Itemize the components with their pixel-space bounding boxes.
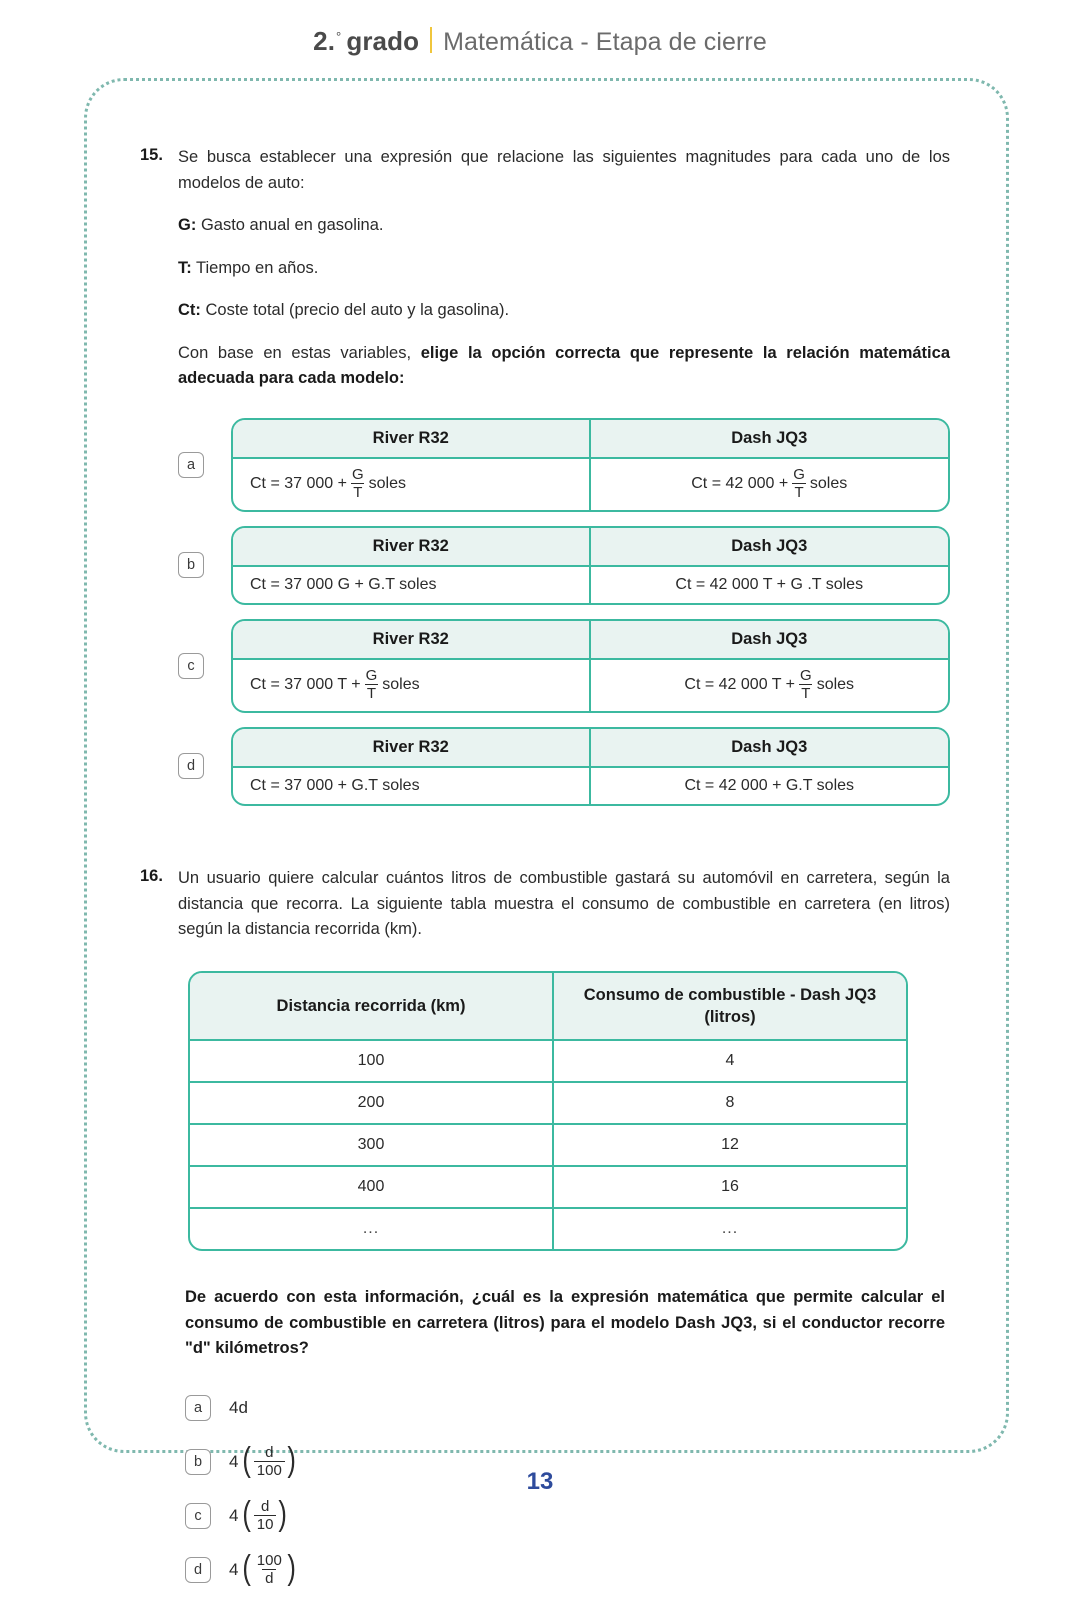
col-header-dash: Dash JQ3	[731, 536, 808, 555]
col-header-distance: Distancia recorrida (km)	[190, 973, 554, 1040]
fraction-denominator: d	[262, 1569, 276, 1586]
question-15-def-T	[178, 256, 950, 282]
expr-suffix: soles	[816, 676, 855, 694]
cell-consumption: 16	[721, 1178, 739, 1196]
option-letter-b[interactable]: b	[178, 552, 204, 578]
cell-river-a	[233, 459, 591, 510]
header-title	[313, 24, 767, 57]
option-row-a[interactable]	[178, 418, 950, 512]
expr-prefix: Ct = 37 000 T +	[250, 676, 361, 694]
col-header-consumption-line1: Consumo de combustible - Dash JQ3	[583, 985, 877, 1004]
option-letter-a[interactable]: a	[178, 452, 204, 478]
cell-consumption: 4	[725, 1052, 735, 1070]
header-subject: Matemática - Etapa de cierre	[443, 28, 767, 56]
option-row-d[interactable]	[178, 727, 950, 806]
col-header-consumption-line2: (litros)	[704, 1007, 756, 1026]
cell-distance: 400	[190, 1167, 554, 1207]
fraction-numerator: G	[351, 465, 364, 483]
def-term-g: G:	[178, 216, 197, 235]
cell-river-b: Ct = 37 000 G + G.T soles	[233, 567, 591, 603]
option-expression-c	[229, 1495, 289, 1534]
table-row	[190, 1165, 906, 1207]
option-letter-b[interactable]: b	[185, 1449, 211, 1475]
table-header-row	[233, 420, 948, 459]
question-15-options	[178, 418, 950, 806]
cell-river-d: Ct = 37 000 + G.T soles	[233, 768, 591, 804]
fraction-numerator: d	[260, 1498, 270, 1516]
question-15-prompt	[178, 341, 950, 392]
question-16-intro: Un usuario quiere calcular cuántos litros de combustible gastará su automóvil en carretera, según la distancia que recorra. La siguiente tabla muestra el consumo de combustible en carretera (en litros) según la distancia recorrida (km).	[178, 868, 950, 939]
cell-consumption-ellipsis: ...	[721, 1220, 739, 1238]
cell-dash-d: Ct = 42 000 + G.T soles	[684, 776, 855, 794]
col-header-dash: Dash JQ3	[731, 737, 808, 756]
table-header-row	[233, 621, 948, 660]
left-paren: (	[242, 1549, 252, 1588]
option-row-d[interactable]	[185, 1550, 950, 1590]
fraction-denominator: T	[366, 684, 377, 702]
expr-prefix: Ct = 42 000 T +	[684, 676, 796, 694]
col-header-consumption	[554, 973, 906, 1040]
fraction-g-t	[350, 467, 366, 500]
question-15-prompt-plain: Con base en estas variables,	[178, 343, 412, 362]
page-number: 13	[526, 1468, 554, 1495]
question-15-intro: Se busca establecer una expresión que relacione las siguientes magnitudes para cada uno de los modelos de auto:	[178, 148, 950, 192]
fraction-numerator: G	[365, 666, 378, 684]
cell-dash-c	[591, 660, 949, 711]
col-header-river: River R32	[233, 420, 591, 457]
table-row	[190, 1039, 906, 1081]
table-row	[233, 660, 948, 711]
left-paren: (	[242, 1441, 252, 1480]
fraction-denominator: T	[353, 483, 363, 501]
consumption-data-table	[188, 971, 908, 1252]
cell-consumption: 8	[725, 1094, 735, 1112]
def-term-t: T:	[178, 258, 192, 277]
option-row-b[interactable]	[178, 526, 950, 605]
table-row	[233, 567, 948, 603]
option-expression-a	[229, 1398, 251, 1418]
fraction-g-t	[364, 668, 380, 701]
fraction	[254, 1553, 285, 1586]
table-header-row	[190, 973, 906, 1040]
expr-prefix: Ct = 42 000 +	[691, 475, 789, 493]
option-letter-a[interactable]: a	[185, 1395, 211, 1421]
option-letter-c[interactable]: c	[178, 653, 204, 679]
fraction-numerator: G	[793, 465, 805, 483]
question-16	[140, 866, 950, 943]
fraction	[254, 1499, 277, 1532]
question-16-number: 16.	[140, 866, 163, 885]
def-text-t: Tiempo en años.	[196, 258, 319, 277]
table-row	[190, 1081, 906, 1123]
option-letter-d[interactable]: d	[185, 1557, 211, 1583]
table-header-row	[233, 528, 948, 567]
right-paren: )	[287, 1549, 296, 1588]
cell-consumption: 12	[721, 1136, 739, 1154]
option-expression-d	[229, 1549, 297, 1588]
cell-distance-ellipsis: ...	[190, 1209, 554, 1249]
expression-coefficient: 4	[229, 1451, 239, 1471]
option-table-a	[231, 418, 950, 512]
option-table-b	[231, 526, 950, 605]
fraction-denominator: T	[801, 684, 811, 702]
col-header-river: River R32	[233, 528, 591, 565]
expr-prefix: Ct = 37 000 +	[250, 475, 347, 493]
option-letter-d[interactable]: d	[178, 753, 204, 779]
grade-number: 2.	[313, 26, 336, 56]
col-header-dash: Dash JQ3	[731, 629, 808, 648]
cell-dash-b: Ct = 42 000 T + G .T soles	[675, 575, 864, 593]
col-header-river: River R32	[233, 621, 591, 658]
option-row-a[interactable]	[185, 1388, 950, 1428]
def-text-ct: Coste total (precio del auto y la gasolina).	[205, 301, 510, 320]
fraction-numerator: G	[800, 666, 812, 684]
cell-dash-a	[591, 459, 949, 510]
expr-suffix: soles	[382, 676, 420, 694]
expr-suffix: soles	[368, 475, 406, 493]
cell-distance: 300	[190, 1125, 554, 1165]
page-content	[140, 145, 950, 1604]
table-row	[233, 459, 948, 510]
fraction-denominator: T	[794, 483, 804, 501]
question-15	[140, 145, 950, 820]
header-divider	[430, 27, 432, 53]
fraction-g-t	[791, 467, 807, 500]
question-15-number: 15.	[140, 146, 163, 164]
right-paren: )	[287, 1441, 296, 1480]
def-term-ct: Ct:	[178, 301, 201, 320]
table-header-row	[233, 729, 948, 768]
option-letter-c[interactable]: c	[185, 1503, 211, 1529]
table-row	[190, 1207, 906, 1249]
def-text-g: Gasto anual en gasolina.	[200, 216, 384, 235]
expr-suffix: soles	[809, 475, 848, 493]
page-header	[0, 0, 1080, 72]
option-table-d	[231, 727, 950, 806]
cell-distance: 100	[190, 1041, 554, 1081]
expression-value: 4d	[229, 1397, 248, 1417]
fraction-denominator: 100	[254, 1461, 285, 1478]
fraction-denominator: 10	[254, 1515, 277, 1532]
fraction-numerator: 100	[256, 1552, 282, 1570]
question-15-prompt-bold: elige la opción correcta que represente la relación matemática adecuada para cada modelo:	[178, 343, 950, 388]
grade-word: grado	[346, 26, 420, 56]
col-header-river: River R32	[233, 729, 591, 766]
fraction-g-t	[798, 668, 814, 701]
left-paren: (	[242, 1495, 252, 1534]
option-table-c	[231, 619, 950, 713]
cell-river-c	[233, 660, 591, 711]
question-15-def-G	[178, 213, 950, 239]
table-row	[233, 768, 948, 804]
col-header-dash: Dash JQ3	[731, 428, 808, 447]
option-row-c[interactable]	[178, 619, 950, 713]
expression-coefficient: 4	[229, 1559, 239, 1579]
right-paren: )	[278, 1495, 288, 1534]
degree-symbol: °	[336, 29, 342, 44]
question-16-prompt: De acuerdo con esta información, ¿cuál es la expresión matemática que permite calcular el consumo de combustible en carretera (litros) para el modelo Dash JQ3, si el conductor recorre "d" kilómetros?	[185, 1288, 945, 1358]
option-row-c[interactable]	[185, 1496, 950, 1536]
fraction-numerator: d	[265, 1444, 274, 1462]
expression-coefficient: 4	[229, 1505, 239, 1525]
cell-distance: 200	[190, 1083, 554, 1123]
table-row	[190, 1123, 906, 1165]
question-15-def-Ct	[178, 298, 950, 324]
